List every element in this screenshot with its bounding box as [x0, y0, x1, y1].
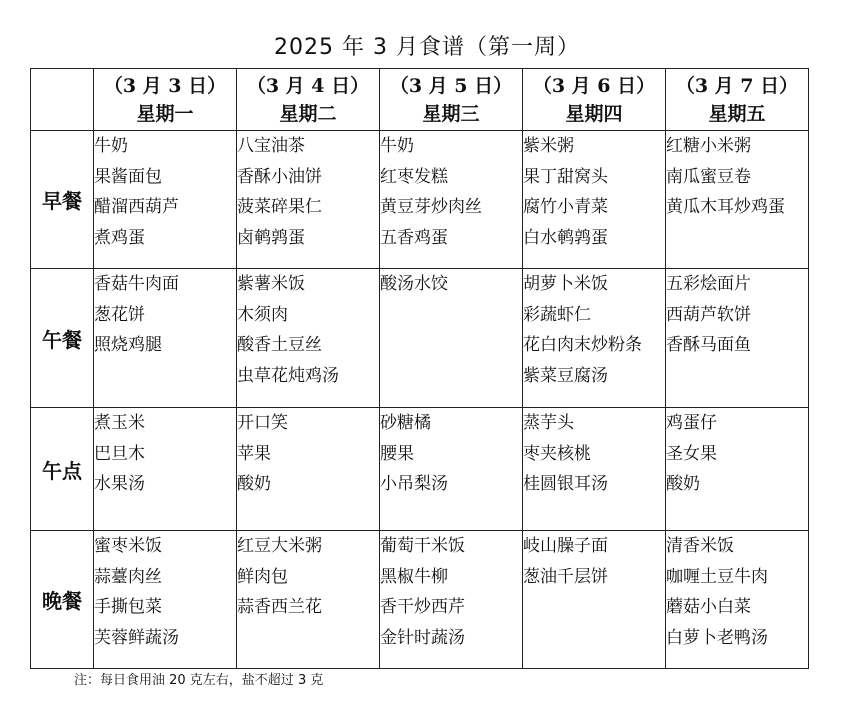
dish-item: 紫米粥: [523, 136, 574, 156]
day-date: （3 月 4 日）: [246, 74, 370, 97]
dish-item: 酸奶: [237, 474, 271, 495]
day-header: [523, 69, 666, 131]
dish-item: 岐山臊子面: [523, 536, 608, 556]
day-date: （3 月 7 日）: [675, 74, 799, 97]
dish-item: 胡萝卜米饭: [523, 274, 608, 294]
footnote: 注：每日食用油 20 克左右，盐不超过 3 克: [74, 673, 324, 688]
meal-label: 晚餐: [31, 531, 94, 669]
dish-item: 开口笑: [237, 413, 288, 433]
dish-item: 白萝卜老鸭汤: [666, 627, 768, 648]
dish-item: 虫草花炖鸡汤: [237, 365, 339, 386]
dish-item: 葱花饼: [94, 304, 145, 325]
menu-table: [30, 68, 809, 669]
menu-cell: [523, 408, 666, 531]
dish-item: 牛奶: [94, 136, 128, 156]
header-row: [31, 69, 809, 131]
dish-item: 葱油千层饼: [523, 566, 608, 587]
dish-item: 酸奶: [666, 474, 700, 495]
menu-cell: [380, 531, 523, 669]
dish-item: 鲜肉包: [237, 566, 288, 587]
meal-row: [31, 131, 809, 269]
dish-item: 紫菜豆腐汤: [523, 365, 608, 386]
dish-item: 卤鹌鹑蛋: [237, 227, 305, 248]
dish-item: 南瓜蜜豆卷: [666, 166, 751, 187]
menu-cell: [666, 531, 809, 669]
dish-item: 香酥小油饼: [237, 166, 322, 187]
dish-item: 果酱面包: [94, 166, 162, 187]
menu-cell: [237, 131, 380, 269]
dish-item: 腰果: [380, 443, 414, 464]
menu-cell: [237, 269, 380, 408]
day-date: （3 月 3 日）: [103, 74, 227, 97]
menu-cell: [94, 408, 237, 531]
dish-item: 香酥马面鱼: [666, 335, 751, 356]
day-header: [94, 69, 237, 131]
dish-item: 菠菜碎果仁: [237, 197, 322, 218]
corner-cell: [31, 69, 94, 131]
dish-item: 八宝油茶: [237, 136, 305, 156]
dish-item: 咖喱土豆牛肉: [666, 566, 768, 587]
dish-item: 砂糖橘: [380, 413, 431, 433]
dish-item: 蒸芋头: [523, 413, 574, 433]
day-date: （3 月 6 日）: [532, 74, 656, 97]
menu-cell: [523, 131, 666, 269]
dish-item: 蒜香西兰花: [237, 597, 322, 618]
menu-cell: [94, 269, 237, 408]
dish-item: 红豆大米粥: [237, 536, 322, 556]
dish-item: 彩蔬虾仁: [523, 304, 591, 325]
dish-item: 花白肉末炒粉条: [523, 335, 642, 356]
menu-cell: [94, 131, 237, 269]
dish-item: 手撕包菜: [94, 597, 162, 618]
dish-item: 香菇牛肉面: [94, 274, 179, 294]
day-weekday: 星期一: [136, 102, 194, 125]
day-date: （3 月 5 日）: [389, 74, 513, 97]
meal-row: [31, 269, 809, 408]
day-weekday: 星期五: [708, 102, 766, 125]
day-weekday: 星期二: [279, 102, 337, 125]
dish-item: 香干炒西芹: [380, 597, 465, 618]
dish-item: 五彩烩面片: [666, 274, 751, 294]
menu-cell: [666, 408, 809, 531]
menu-cell: [523, 269, 666, 408]
meal-label: 午点: [31, 408, 94, 531]
menu-cell: [666, 131, 809, 269]
day-weekday: 星期四: [565, 102, 623, 125]
dish-item: 葡萄干米饭: [380, 536, 465, 556]
dish-item: 小吊梨汤: [380, 474, 448, 495]
dish-item: 酸汤水饺: [380, 274, 448, 294]
page-title: 2025 年 3 月食谱（第一周）: [274, 35, 580, 60]
menu-cell: [666, 269, 809, 408]
dish-item: 蒜薹肉丝: [94, 566, 162, 587]
dish-item: 照烧鸡腿: [94, 335, 162, 356]
day-weekday: 星期三: [422, 102, 480, 125]
dish-item: 清香米饭: [666, 536, 734, 556]
meal-label: 早餐: [31, 131, 94, 269]
meal-label: 午餐: [31, 269, 94, 408]
meal-row: [31, 408, 809, 531]
dish-item: 黄豆芽炒肉丝: [380, 197, 482, 218]
dish-item: 蘑菇小白菜: [666, 597, 751, 618]
menu-cell: [380, 269, 523, 408]
dish-item: 巴旦木: [94, 443, 145, 464]
dish-item: 果丁甜窝头: [523, 166, 608, 187]
dish-item: 金针时蔬汤: [380, 627, 465, 648]
dish-item: 枣夹核桃: [523, 443, 591, 464]
day-header: [380, 69, 523, 131]
meal-row: [31, 531, 809, 669]
menu-cell: [523, 531, 666, 669]
menu-cell: [380, 408, 523, 531]
dish-item: 木须肉: [237, 304, 288, 325]
dish-item: 水果汤: [94, 474, 145, 495]
menu-cell: [237, 531, 380, 669]
dish-item: 芙蓉鲜蔬汤: [94, 627, 179, 648]
menu-cell: [380, 131, 523, 269]
dish-item: 黑椒牛柳: [380, 566, 448, 587]
dish-item: 腐竹小青菜: [523, 197, 608, 218]
day-header: [237, 69, 380, 131]
dish-item: 酸香土豆丝: [237, 335, 322, 356]
dish-item: 桂圆银耳汤: [523, 474, 608, 495]
dish-item: 煮玉米: [94, 413, 145, 433]
dish-item: 鸡蛋仔: [666, 413, 717, 433]
dish-item: 白水鹌鹑蛋: [523, 227, 608, 248]
dish-item: 黄瓜木耳炒鸡蛋: [666, 197, 785, 218]
dish-item: 牛奶: [380, 136, 414, 156]
dish-item: 苹果: [237, 443, 271, 464]
dish-item: 圣女果: [666, 443, 717, 464]
menu-cell: [94, 531, 237, 669]
dish-item: 紫薯米饭: [237, 274, 305, 294]
dish-item: 红枣发糕: [380, 166, 448, 187]
dish-item: 五香鸡蛋: [380, 227, 448, 248]
dish-item: 红糖小米粥: [666, 136, 751, 156]
dish-item: 西葫芦软饼: [666, 304, 751, 325]
dish-item: 醋溜西葫芦: [94, 197, 179, 218]
dish-item: 煮鸡蛋: [94, 227, 145, 248]
menu-cell: [237, 408, 380, 531]
dish-item: 蜜枣米饭: [94, 536, 162, 556]
day-header: [666, 69, 809, 131]
